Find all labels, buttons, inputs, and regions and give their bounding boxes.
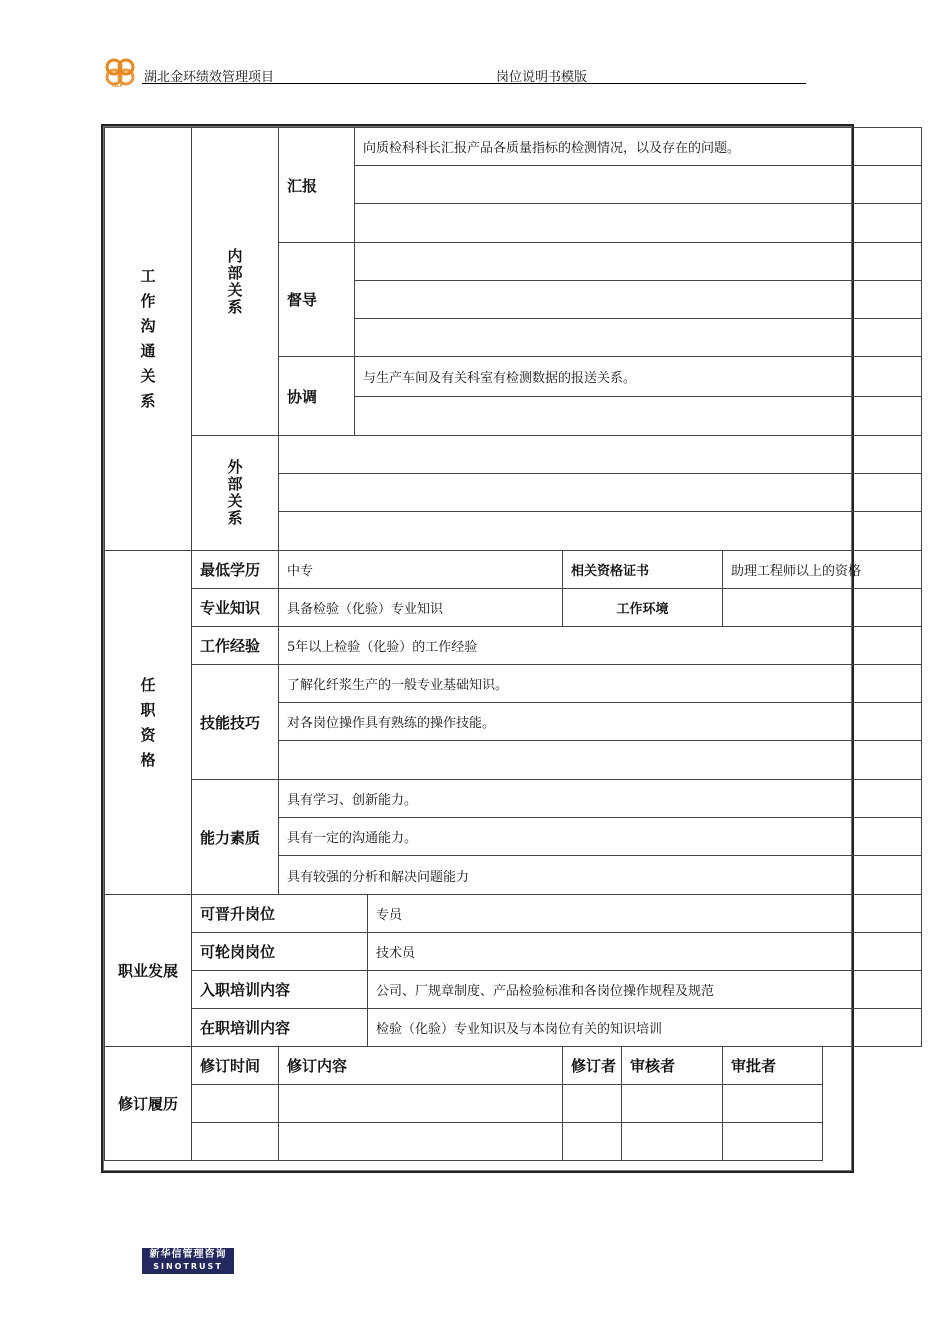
revision-col-time: 修订时间 <box>192 1047 279 1085</box>
revision-col-reviser: 修订者 <box>563 1047 622 1085</box>
revision-cell <box>192 1123 279 1161</box>
education-label: 最低学历 <box>192 551 279 589</box>
environment-value <box>723 589 922 627</box>
sinotrust-logo <box>142 1248 234 1274</box>
rotation-value: 技术员 <box>368 933 922 971</box>
revision-cell <box>622 1123 723 1161</box>
section-communication: 工作沟通关系 <box>105 128 192 551</box>
external-relations-label: 外部关系 <box>192 436 279 551</box>
rotation-label: 可轮岗岗位 <box>192 933 368 971</box>
revision-col-content: 修订内容 <box>279 1047 563 1085</box>
revision-col-reviewer: 审核者 <box>622 1047 723 1085</box>
ability-line-3: 具有较强的分析和解决问题能力 <box>279 856 922 895</box>
knowledge-label: 专业知识 <box>192 589 279 627</box>
ability-line-1: 具有学习、创新能力。 <box>279 780 922 818</box>
footer-logo-line2: SINOTRUST <box>153 1262 223 1271</box>
skills-label: 技能技巧 <box>192 665 279 780</box>
section-career: 职业发展 <box>105 895 192 1047</box>
internal-relations-label: 内部关系 <box>192 128 279 436</box>
environment-label: 工作环境 <box>563 589 723 627</box>
certificate-label: 相关资格证书 <box>563 551 723 589</box>
ability-label: 能力素质 <box>192 780 279 895</box>
section-qualifications: 任职资格 <box>105 551 192 895</box>
header-rule <box>142 83 806 84</box>
revision-cell <box>563 1085 622 1123</box>
onjob-training-label: 在职培训内容 <box>192 1009 368 1047</box>
footer-logo-line1: 新华信管理咨询 <box>149 1249 227 1260</box>
logo-text: HCF <box>112 83 124 88</box>
external-line-1 <box>279 436 922 474</box>
skills-line-3 <box>279 741 922 780</box>
onboarding-training-label: 入职培训内容 <box>192 971 368 1009</box>
promotion-label: 可晋升岗位 <box>192 895 368 933</box>
revision-cell <box>723 1085 823 1123</box>
revision-cell <box>279 1085 563 1123</box>
knowledge-value: 具备检验（化验）专业知识 <box>279 589 563 627</box>
supervise-line-3 <box>355 319 922 357</box>
revision-cell <box>563 1123 622 1161</box>
hcf-logo-icon <box>100 56 140 88</box>
revision-cell <box>279 1123 563 1161</box>
promotion-value: 专员 <box>368 895 922 933</box>
page-header <box>100 52 806 88</box>
external-line-3 <box>279 512 922 551</box>
report-line-2 <box>355 166 922 204</box>
document-title: 岗位说明书模版 <box>496 70 588 85</box>
onboarding-training-value: 公司、厂规章制度、产品检验标准和各岗位操作规程及规范 <box>368 971 922 1009</box>
experience-label: 工作经验 <box>192 627 279 665</box>
supervise-line-1 <box>355 243 922 281</box>
revision-cell <box>622 1085 723 1123</box>
education-value: 中专 <box>279 551 563 589</box>
revision-cell <box>723 1123 823 1161</box>
skills-line-1: 了解化纤浆生产的一般专业基础知识。 <box>279 665 922 703</box>
report-line-1: 向质检科科长汇报产品各质量指标的检测情况，以及存在的问题。 <box>355 128 922 166</box>
report-label: 汇报 <box>279 128 355 243</box>
revision-col-approver: 审批者 <box>723 1047 823 1085</box>
project-title: 湖北金环绩效管理项目 <box>144 70 275 85</box>
skills-line-2: 对各岗位操作具有熟练的操作技能。 <box>279 703 922 741</box>
coordinate-label: 协调 <box>279 357 355 436</box>
coordinate-line-1: 与生产车间及有关科室有检测数据的报送关系。 <box>355 357 922 397</box>
ability-line-2: 具有一定的沟通能力。 <box>279 818 922 856</box>
revision-cell <box>192 1085 279 1123</box>
onjob-training-value: 检验（化验）专业知识及与本岗位有关的知识培训 <box>368 1009 922 1047</box>
experience-value: 5年以上检验（化验）的工作经验 <box>279 627 922 665</box>
external-line-2 <box>279 474 922 512</box>
certificate-value: 助理工程师以上的资格 <box>723 551 922 589</box>
supervise-line-2 <box>355 281 922 319</box>
report-line-3 <box>355 204 922 243</box>
section-revision: 修订履历 <box>105 1047 192 1161</box>
supervise-label: 督导 <box>279 243 355 357</box>
job-description-table <box>104 127 922 1161</box>
coordinate-line-2 <box>355 397 922 436</box>
